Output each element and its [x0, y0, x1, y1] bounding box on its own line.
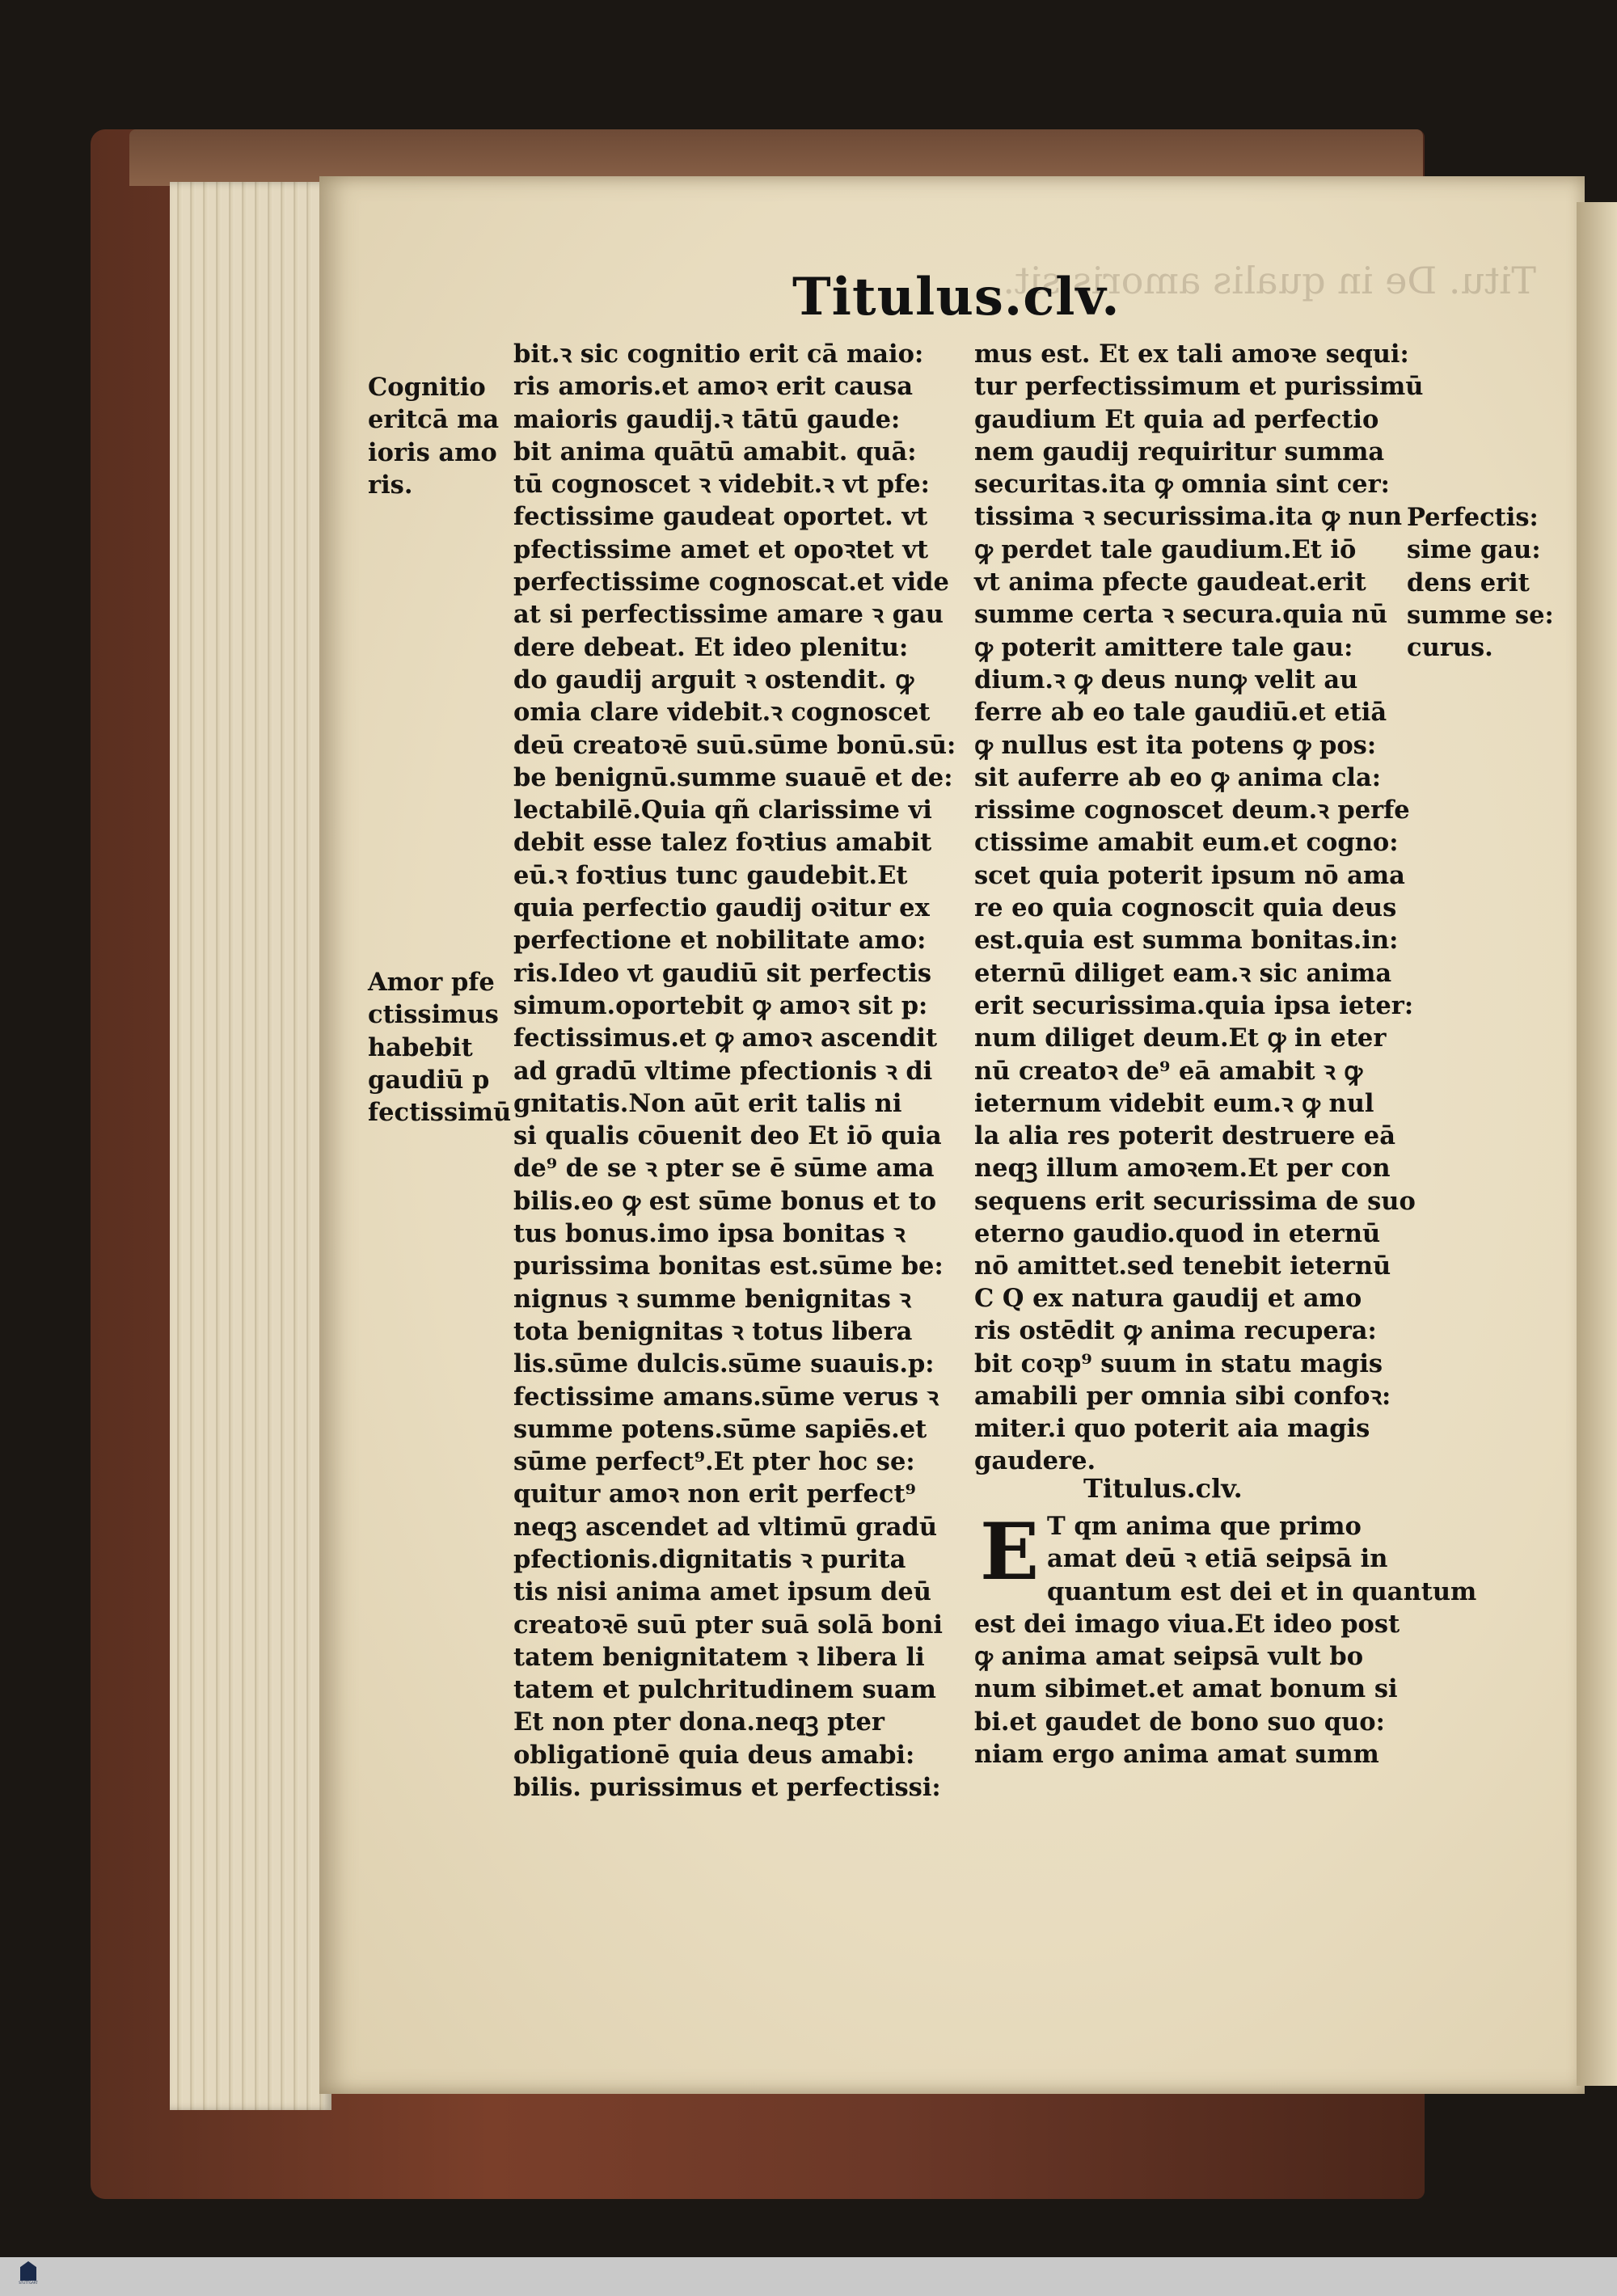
text-line: est dei imago viua.Et ideo post: [974, 1609, 1400, 1639]
margin-note-amor: Amor pfe ctissimus habebit gaudiū p fectissimū: [368, 968, 512, 1128]
text-line: bit coꝛp⁹ suum in statu magis: [974, 1348, 1383, 1378]
text-line: ferre ab eo tale gaudiū.et etiā: [974, 698, 1387, 728]
text-line: si qualis cōuenit deo Et iō quia: [513, 1121, 942, 1151]
text-line: amat deū ꝛ etiā seipsā in: [1047, 1544, 1388, 1574]
library-logo-text: STUTTGART: [19, 2281, 38, 2285]
text-line: perfectissime cognoscat.et vide: [513, 568, 949, 597]
text-line: re eo quia cognoscit quia deus: [974, 893, 1397, 923]
text-line: dere debeat. Et ideo plenitu:: [513, 632, 909, 662]
text-line: bilis.eo ꝙ est sūme bonus et to: [513, 1186, 937, 1216]
text-line: tatem et pulchritudinem suam: [513, 1675, 936, 1705]
show-through-text: Titu. De in qualis amoris sit.: [1003, 259, 1536, 302]
text-line: bit.ꝛ sic cognitio erit cā maio:: [513, 340, 924, 369]
margin-note-cognitio: Cognitio eritcā ma ioris amo ris.: [368, 373, 500, 500]
text-line: bit anima quātū amabit. quā:: [513, 437, 917, 466]
text-line: be benignū.summe suauē et de:: [513, 762, 953, 792]
text-line: tatem benignitatem ꝛ libera li: [513, 1642, 925, 1672]
text-line: fectissime gaudeat oportet. vt: [513, 502, 928, 532]
text-line: ris ostēdit ꝙ anima recupera:: [974, 1316, 1377, 1346]
text-line: maioris gaudij.ꝛ tātū gaude:: [513, 404, 901, 434]
facing-page-edge: [1577, 202, 1617, 2086]
text-line: tū cognoscet ꝛ videbit.ꝛ vt pfe:: [513, 470, 930, 500]
text-line: sit auferre ab eo ꝙ anima cla:: [974, 762, 1382, 792]
text-line: pfectissime amet et opoꝛtet vt: [513, 534, 929, 564]
text-line: est.quia est summa bonitas.in:: [974, 926, 1399, 956]
text-line: ieternum videbit eum.ꝛ ꝙ nul: [974, 1088, 1374, 1118]
text-line: ctissime amabit eum.et cogno:: [974, 828, 1399, 858]
text-line: summe potens.sūme sapiēs.et: [513, 1414, 927, 1444]
text-line: summe certa ꝛ secura.quia nū: [974, 600, 1388, 630]
text-line: tur perfectissimum et purissimū: [974, 372, 1424, 402]
margin-note-perfectissime: Perfectis: sime gau: dens erit summe se: curus.: [1407, 503, 1554, 663]
text-line: fectissime amans.sūme verus ꝛ: [513, 1382, 939, 1412]
text-line: ꝙ anima amat seipsā vult bo: [974, 1642, 1364, 1672]
section-title: Titulus.clv.: [1083, 1473, 1243, 1504]
text-line: bilis. purissimus et perfectissi:: [513, 1773, 941, 1803]
text-line: de⁹ de se ꝛ pter se ē sūme ama: [513, 1154, 935, 1184]
right-text-column-paragraph: [974, 1282, 1415, 1478]
text-line: tissima ꝛ securissima.ita ꝙ nun: [974, 502, 1402, 532]
text-line: miter.i quo poterit aia magis: [974, 1414, 1370, 1444]
text-line: quantum est dei et in quantum: [1047, 1576, 1477, 1606]
text-line: la alia res poterit destruere eā: [974, 1121, 1395, 1151]
text-line: amabili per omnia sibi confoꝛ:: [974, 1381, 1391, 1411]
text-line: ris.Ideo vt gaudiū sit perfectis: [513, 958, 932, 988]
text-line: num diliget deum.Et ꝙ in eter: [974, 1023, 1387, 1053]
text-line: securitas.ita ꝙ omnia sint cer:: [974, 470, 1390, 500]
text-line: dium.ꝛ ꝙ deus nunꝙ velit au: [974, 665, 1358, 694]
text-line: simum.oportebit ꝙ amoꝛ sit p:: [513, 990, 928, 1020]
text-line: bi.et gaudet de bono suo quo:: [974, 1707, 1385, 1737]
text-line: ris amoris.et amoꝛ erit causa: [513, 372, 914, 402]
text-line: purissima bonitas est.sūme be:: [513, 1251, 944, 1281]
text-line: ꝙ poterit amittere tale gau:: [974, 632, 1353, 662]
running-title: Titulus.clv.: [792, 267, 1121, 327]
text-line: quitur amoꝛ non erit perfect⁹: [513, 1479, 916, 1509]
text-line: tus bonus.imo ipsa bonitas ꝛ: [513, 1219, 906, 1249]
text-line: deū creatoꝛē suū.sūme bonū.sū:: [513, 730, 956, 760]
text-line: niam ergo anima amat summ: [974, 1740, 1379, 1770]
text-line: Et non pter dona.neqꝫ pter: [513, 1707, 884, 1737]
text-line: omia clare videbit.ꝛ cognoscet: [513, 698, 931, 728]
text-line: nignus ꝛ summe benignitas ꝛ: [513, 1284, 911, 1314]
text-line: scet quia poterit ipsum nō ama: [974, 860, 1405, 890]
text-line: at si perfectissime amare ꝛ gau: [513, 600, 944, 630]
text-line: obligationē quia deus amabi:: [513, 1740, 915, 1770]
text-line: ad gradū vltime pfectionis ꝛ di: [513, 1056, 933, 1086]
text-line: C Q ex natura gaudij et amo: [974, 1284, 1362, 1313]
text-line: nem gaudij requiritur summa: [974, 437, 1385, 466]
text-line: vt anima pfecte gaudeat.erit: [974, 568, 1366, 597]
text-line: pfectionis.dignitatis ꝛ purita: [513, 1544, 906, 1574]
text-line: fectissimus.et ꝙ amoꝛ ascendit: [513, 1023, 938, 1053]
text-line: sūme perfect⁹.Et pter hoc se:: [513, 1447, 915, 1477]
left-text-column: [513, 338, 954, 1804]
text-line: ꝙ nullus est ita potens ꝙ pos:: [974, 730, 1377, 760]
text-line: eū.ꝛ foꝛtius tunc gaudebit.Et: [513, 860, 908, 890]
viewer-footer-bar: [0, 2257, 1617, 2296]
text-line: gnitatis.Non aūt erit talis ni: [513, 1088, 902, 1118]
text-line: T qm anima que primo: [1047, 1512, 1362, 1541]
text-line: eternū diliget eam.ꝛ sic anima: [974, 958, 1392, 988]
text-line: nū creatoꝛ de⁹ eā amabit ꝛ ꝙ: [974, 1056, 1363, 1086]
text-line: sequens erit securissima de suo: [974, 1186, 1416, 1216]
library-logo: [18, 2261, 39, 2292]
text-line: debit esse talez foꝛtius amabit: [513, 828, 932, 858]
text-line: do gaudij arguit ꝛ ostendit. ꝙ: [513, 665, 914, 694]
right-text-column-top: [974, 338, 1424, 1283]
text-line: gaudium Et quia ad perfectio: [974, 404, 1379, 434]
text-line: nō amittet.sed tenebit ieternū: [974, 1251, 1391, 1281]
text-line: rissime cognoscet deum.ꝛ perfe: [974, 796, 1410, 825]
text-line: tota benignitas ꝛ totus libera: [513, 1316, 913, 1346]
text-line: num sibimet.et amat bonum si: [974, 1674, 1398, 1704]
initial-capital: E: [980, 1506, 1040, 1597]
text-line: neqꝫ illum amoꝛem.Et per con: [974, 1154, 1391, 1184]
library-logo-icon: [20, 2261, 36, 2281]
text-line: ꝙ perdet tale gaudium.Et iō: [974, 534, 1357, 564]
text-line: gaudere.: [974, 1446, 1096, 1476]
text-line: quia perfectio gaudij oꝛitur ex: [513, 893, 930, 923]
text-line: lis.sūme dulcis.sūme suauis.p:: [513, 1349, 935, 1379]
text-line: erit securissima.quia ipsa ieter:: [974, 990, 1414, 1020]
right-text-column-bottom: [974, 1506, 1477, 1771]
text-line: perfectione et nobilitate amo:: [513, 926, 927, 956]
text-line: creatoꝛē suū pter suā solā boni: [513, 1610, 944, 1640]
text-line: tis nisi anima amet ipsum deū: [513, 1577, 931, 1607]
text-line: neqꝫ ascendet ad vltimū gradū: [513, 1512, 938, 1542]
page-edges: [170, 182, 331, 2110]
text-line: lectabilē.Quia qñ clarissime vi: [513, 796, 932, 825]
text-line: mus est. Et ex tali amoꝛe sequi:: [974, 340, 1409, 369]
text-line: eterno gaudio.quod in eternū: [974, 1219, 1381, 1249]
